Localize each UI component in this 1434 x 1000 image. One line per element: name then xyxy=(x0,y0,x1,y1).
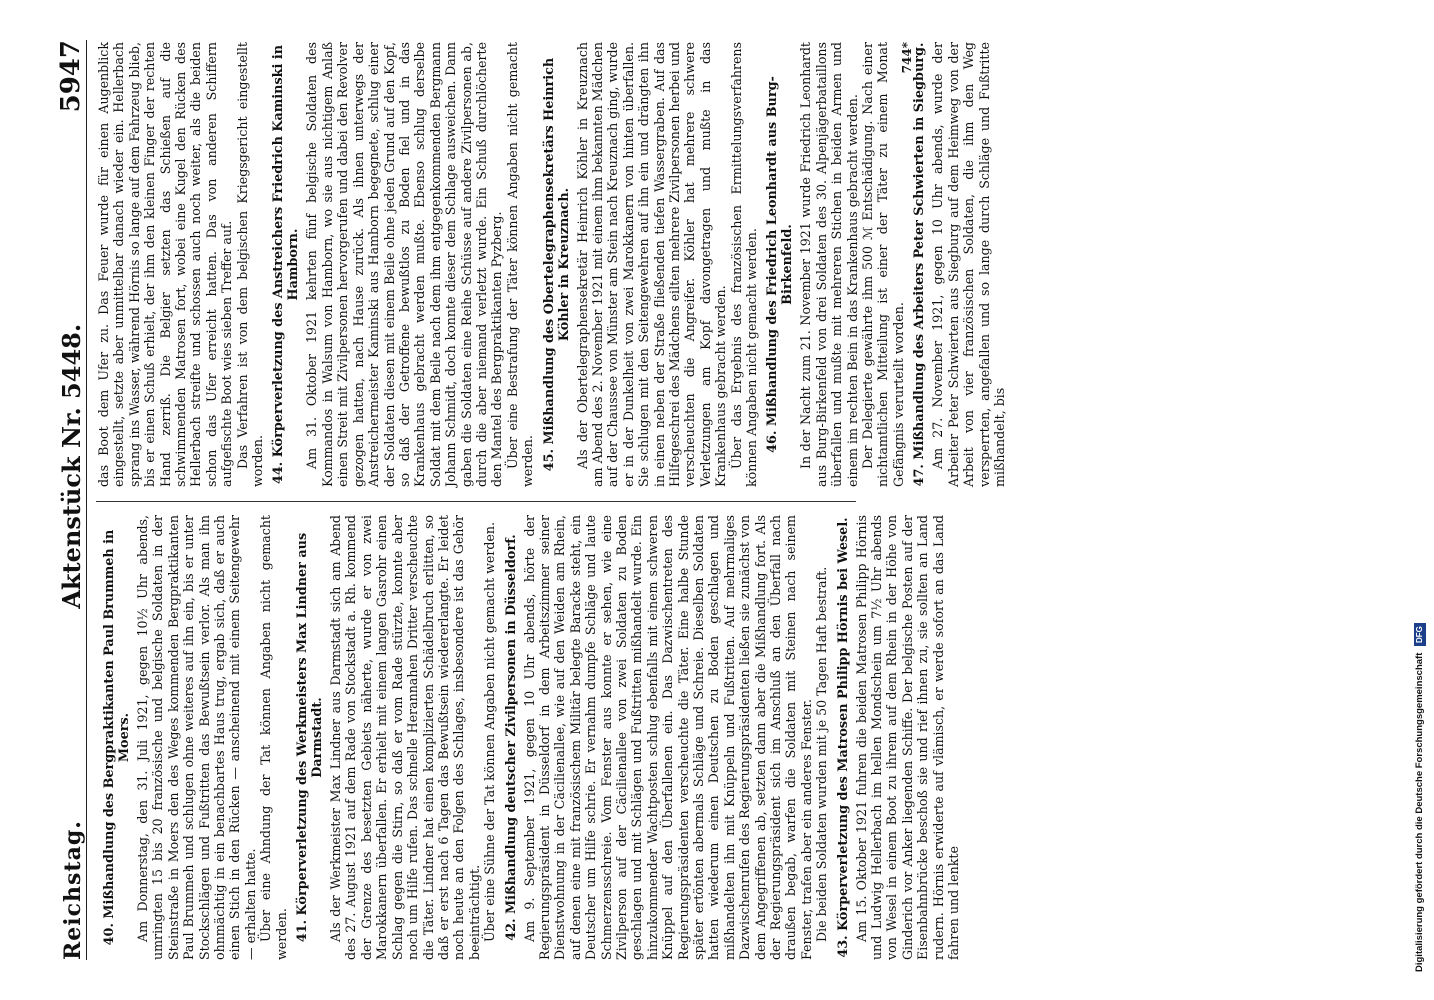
article-section xyxy=(912,42,1007,487)
section-body: Als der Werkmeister Max Lindner aus Darmstadt sich am Abend des 27. August 1921 auf dem Rade von Stockstadt a. Rh. kommend der Grenze des besetzten Gebiets näherte, wurde er von zwei Marokkanern überfallen. Er erhielt mit einem langen Gasrohr einen Schlag gegen die Stirn, so daß er vom Rade stürzte, konnte aber noch um Hilfe rufen. Das schnelle Herannahen Dritter verscheuchte die Täter. Lindner hat einen komplizierten Schädelbruch erlitten, so daß er erst nach 6 Tagen das Bewußtsein wiedererlangte. Er leidet noch heute an den Folgen des Schlages, insbesondere ist das Gehör beeinträchtigt. xyxy=(328,515,482,960)
section-title: Mißhandlung deutscher Zivilpersonen in Düsseldorf. xyxy=(503,534,519,914)
section-heading xyxy=(102,515,132,960)
article-section xyxy=(504,515,830,960)
section-number: 47. xyxy=(912,464,928,487)
left-column xyxy=(96,515,968,960)
section-note: Das Verfahren ist von dem belgischen Kriegsgericht eingestellt worden. xyxy=(234,42,266,487)
section-heading xyxy=(912,42,927,487)
section-heading xyxy=(295,515,325,960)
section-title: Körperverletzung des Werkmeisters Max Lindner aus Darmstadt. xyxy=(295,532,326,916)
dfg-badge: DFG xyxy=(1414,623,1426,646)
article-section xyxy=(765,42,906,487)
section-body: Am 31. Oktober 1921 kehrten fünf belgische Soldaten des Kommandos in Walsum von Hamborn, wo sie aus nichtigem Anlaß einen Streit mit Zivilpersonen hervorgerufen und dabei den Revolver gezogen hatten, nach Hause zurück. Als ihnen unterwegs der Anstreichermeister Kaminski aus Hamborn begegnete, schlug einer der Soldaten diesen mit einem Beile ohne jeden Grund auf den Kopf, so daß der Getroffene bewußtlos zu Boden fiel und in das Krankenhaus gebracht werden mußte. Ebenso schlug derselbe Soldat mit dem Beile nach dem ihm entgegenkommenden Bergmann Johann Schmidt, doch konnte dieser dem Schlage ausweichen. Dann gaben die Soldaten eine Reihe Schüsse auf andere Zivilpersonen ab, durch die aber niemand verletzt wurde. Ein Schuß durchlöcherte den Mantel des Bergpraktikanten Pyzberg. xyxy=(304,42,505,487)
article-section xyxy=(271,42,535,487)
section-note: Der Delegierte gewährte ihm 500 ℳ Entschädigung. Nach einer nichtamtlichen Mitteilung ist einer der Täter zu einem Monat Gefängnis verurteilt worden. xyxy=(860,42,906,487)
digitization-stamp xyxy=(1410,12,1430,988)
right-column xyxy=(96,42,1013,487)
section-body: das Boot dem Ufer zu. Das Feuer wurde für einen Augenblick eingestellt, setzte aber unmittelbar danach wieder ein. Hellerbach sprang ins Wasser, während Hörnis so lange auf dem Fahrzeug blieb, bis er einen Schuß erhielt, der ihm den kleinen Finger der rechten Hand zerriß. Die Belgier setzten das Schießen auf die schwimmenden Matrosen fort, wobei eine Kugel den Rücken des Hellerbach streifte und schossen auch noch weiter, als die beiden schon das Ufer erreicht hatten. Das von anderen Schiffern aufgefischte Boot wies sieben Treffer auf. xyxy=(96,42,235,487)
section-note: Über eine Bestrafung der Täter können Angaben nicht gemacht werden. xyxy=(504,42,536,487)
article-section xyxy=(836,515,962,960)
section-note: Über das Ergebnis des französischen Ermittelungsverfahrens können Angaben nicht gemacht werden. xyxy=(728,42,760,487)
header-center: Aktenstück Nr. 5448. xyxy=(57,323,86,609)
section-body: Als der Obertelegraphensekretär Heinrich Köhler in Kreuznach am Abend des 2. November 1921 mit einem ihm bekannten Mädchen auf der Chaussee von Münster am Stein nach Kreuznach ging, wurde er in der Dunkelheit von zwei Marokkanern von hinten überfallen. Sie schlugen mit den Seitengewehren auf ihn ein und drängten ihn in einen neben der Straße fließenden tiefen Wassergraben. Auf das Hilfegeschrei des Mädchens eilten mehrere Zivilpersonen herbei und verscheuchten die Angreifer. Köhler hat mehrere schwere Verletzungen am Kopf davongetragen und mußte in das Krankenhaus gebracht werden. xyxy=(574,42,729,487)
article-section xyxy=(96,42,265,487)
section-body: In der Nacht zum 21. November 1921 wurde Friedrich Leonhardt aus Burg-Birkenfeld von drei Soldaten des 30. Alpenjägerbataillons überfallen und mußte mit mehreren Stichen in beiden Armen und einem im rechten Bein in das Krankenhaus gebracht werden. xyxy=(798,42,860,487)
section-title: Körperverletzung des Matrosen Philipp Hörnis bei Wesel. xyxy=(835,517,851,931)
section-number: 46. xyxy=(765,430,781,453)
section-number: 42. xyxy=(503,918,519,941)
section-heading xyxy=(765,42,795,487)
section-note: Über eine Sühne der Tat können Angaben nicht gemacht werden. xyxy=(482,522,498,942)
section-body: Am 27. November 1921, gegen 10 Uhr abends, wurde der Arbeiter Peter Schwierten aus Siegburg auf dem Heimweg von der Arbeit von vier französischen Soldaten, die ihm den Weg versperrten, angefallen und so lange durch Schläge und Fußtritte mißhandelt, bis xyxy=(930,42,1007,487)
article-section xyxy=(102,515,289,960)
header-page-number: 5947 xyxy=(56,40,86,113)
section-title: Mißhandlung des Arbeiters Peter Schwierten in Siegburg. xyxy=(912,42,928,460)
section-number: 44. xyxy=(271,461,287,485)
section-title: Mißhandlung des Bergpraktikanten Paul Brummeh in Moers. xyxy=(102,529,132,919)
section-number: 41. xyxy=(295,919,311,943)
section-heading xyxy=(542,42,572,487)
section-heading xyxy=(271,42,301,487)
section-title: Mißhandlung des Friedrich Leonhardt aus Burg-Birkenfeld. xyxy=(765,76,796,427)
page-header xyxy=(52,40,87,960)
article-section xyxy=(295,515,497,960)
article-section xyxy=(542,42,760,487)
stamp-text: Digitalisierung gefördert durch die Deutsche Forschungsgemeinschaft xyxy=(1414,652,1425,972)
section-number: 43. xyxy=(835,935,851,958)
section-title: Mißhandlung des Obertelegraphensekretärs Heinrich Köhler in Kreuznach. xyxy=(541,57,572,445)
section-body: Am 9. September 1921, gegen 10 Uhr abends, hörte der Regierungspräsident in Düsseldorf in dem Arbeitszimmer seiner Dienstwohnung in der Cäcilienallee, wie auf den Weiden am Rhein, auf denen eine mit französischem Militär belegte Baracke steht, ein Deutscher um Hilfe schrie. Er vernahm dumpfe Schläge und laute Schmerzensschreie. Vom Fenster aus konnte er sehen, wie eine Zivilperson auf der Cäcilienallee von zwei Soldaten zu Boden geschlagen und mit Schlägen und Fußtritten mißhandelt wurde. Ein hinzukommender Wachtposten schlug ebenfalls mit einem schweren Knüppel auf den Überfallenen ein. Das Dazwischentreten des Regierungspräsidenten verscheuchte die Täter. Eine halbe Stunde später ertönten abermals Schläge und Schreie. Dieselben Soldaten hatten wiederum einen Deutschen zu Boden geschlagen und mißhandelten ihn mit Knüppeln und Fußtritten. Auf mehrmaliges Dazwischenrufen des Regierungspräsidenten ließen sie zunächst von dem Angegriffenen ab, setzten dann aber die Mißhandlung fort. Als der Regierungspräsident sich im Anschluß an den Überfall nach draußen begab, warfen die Soldaten mit Steinen nach seinem Fenster, trafen aber ein anderes Fenster. xyxy=(521,515,814,960)
header-left: Reichstag. xyxy=(60,820,86,960)
section-number: 40. xyxy=(102,923,117,946)
section-heading xyxy=(504,515,519,960)
section-body: Am 15. Oktober 1921 fuhren die beiden Matrosen Philipp Hörnis und Ludwig Hellerbach im hellen Mondschein um 7½ Uhr abends von Wesel in einem Boot zu ihrem auf dem Rhein in der Höhe von Ginderich vor Anker liegenden Schiffe. Der belgische Posten auf der Eisenbahnbrücke beschoß sie und rief ihnen zu, sie sollten an Land rudern. Hörnis erwiderte auf vlämisch, er werde sofort an das Land fahren und lenkte xyxy=(853,515,962,960)
column-divider xyxy=(96,501,856,502)
section-body: Am Donnerstag, den 31. Juli 1921, gegen 10½ Uhr abends, umringten 15 bis 20 französische und belgische Soldaten in der Steinstraße in Moers den des Weges kommenden Bergpraktikanten Paul Brummeh und schlugen ohne weiteres auf ihn ein, bis er unter Stockschlägen und Fußtritten das Bewußtsein verlor. Als man ihn ohnmächtig in ein benachbartes Haus trug, ergab sich, daß er auch einen Stich in den Rücken — anscheinend mit einem Seitengewehr — erhalten hatte. xyxy=(135,515,258,960)
section-note: Die beiden Soldaten wurden mit je 50 Tagen Haft bestraft. xyxy=(814,566,830,942)
section-note: Über eine Ahndung der Tat können Angaben nicht gemacht werden. xyxy=(258,515,289,960)
section-title: Körperverletzung des Anstreichers Friedrich Kaminski in Hamborn. xyxy=(271,44,302,458)
page-footer-mark: 744* xyxy=(900,42,914,74)
section-heading xyxy=(836,515,851,960)
section-number: 45. xyxy=(541,448,557,472)
